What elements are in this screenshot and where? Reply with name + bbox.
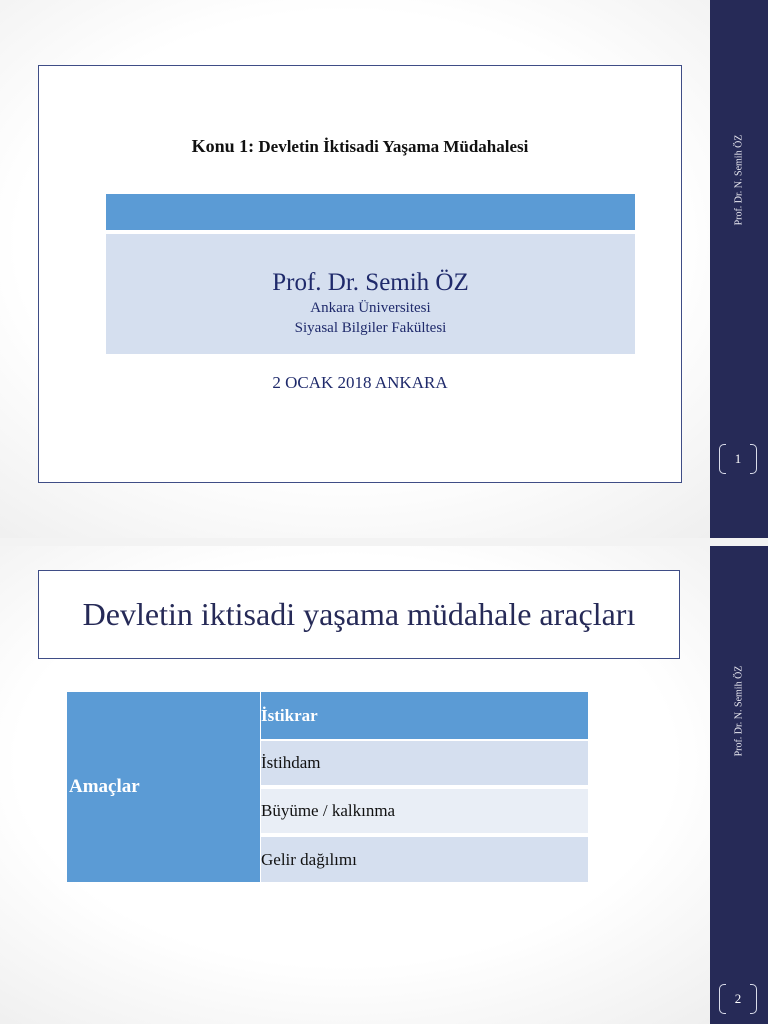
goal-item: Gelir dağılımı xyxy=(261,849,357,869)
table-row xyxy=(261,787,588,833)
page-number: 2 xyxy=(719,984,757,1014)
presenter-box xyxy=(106,234,635,354)
title-frame xyxy=(38,570,680,659)
topic-title xyxy=(39,136,681,157)
university-name: Ankara Üniversitesi xyxy=(310,300,431,316)
table-row xyxy=(261,835,588,882)
category-label: Amaçlar xyxy=(69,776,140,797)
sidebar xyxy=(710,0,768,538)
table-row xyxy=(261,692,588,739)
topic-label: Konu 1: xyxy=(191,136,255,156)
goals-table xyxy=(67,692,588,882)
table-row xyxy=(261,739,588,785)
sidebar-author: Prof. Dr. N. Semih ÖZ xyxy=(733,665,745,757)
presenter-name: Prof. Dr. Semih ÖZ xyxy=(272,269,469,296)
goal-item: Büyüme / kalkınma xyxy=(261,801,396,820)
slide-separator xyxy=(0,538,768,546)
sidebar-author: Prof. Dr. N. Semih ÖZ xyxy=(733,134,745,226)
slide-title: Devletin iktisadi yaşama müdahale araçları xyxy=(82,596,636,632)
goal-item: İstikrar xyxy=(261,705,318,725)
goal-item: İstihdam xyxy=(261,753,321,772)
date-place: 2 OCAK 2018 ANKARA xyxy=(272,373,448,392)
slide-2 xyxy=(0,546,768,1024)
sidebar xyxy=(710,546,768,1024)
page-number: 1 xyxy=(719,444,757,474)
faculty-name: Siyasal Bilgiler Fakültesi xyxy=(294,320,447,336)
topic-text: Devletin İktisadi Yaşama Müdahalesi xyxy=(254,137,529,156)
title-frame xyxy=(38,65,682,483)
category-cell xyxy=(67,692,260,882)
accent-band xyxy=(106,194,635,230)
